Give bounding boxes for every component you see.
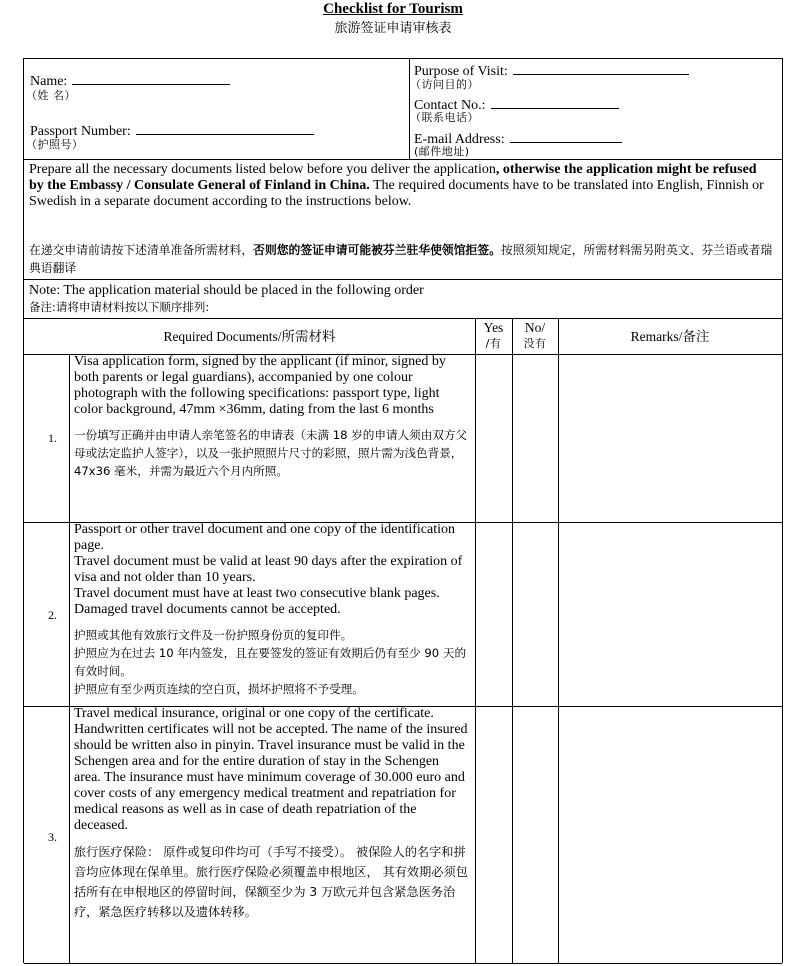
- email-input-line[interactable]: [510, 130, 622, 143]
- yes-checkbox-cell[interactable]: [476, 354, 512, 523]
- passport-label-zh: （护照号）: [26, 138, 84, 151]
- row-number: 3.: [48, 830, 57, 844]
- passport-label: Passport Number:: [30, 124, 131, 139]
- row-description: Passport or other travel document and one copy of the identification page. Travel document must be valid at least 90 days after the expiration of visa and not older than 10 years. Travel document must have at least two consecutive blank pages. Damaged travel documents cannot be accepted. 护照或其他有效旅行文件及一份护照身份页的复印件。 护照应为在过去 10 年内签发，且在要签发的签证有效期后仍有至少 90 天的有效时间。 护照应有至少两页连续的空白页，损坏护照将不予受理。: [74, 522, 467, 696]
- remarks-cell[interactable]: [559, 354, 782, 523]
- purpose-label: Purpose of Visit:: [414, 64, 508, 79]
- yes-checkbox-cell[interactable]: [476, 522, 512, 707]
- table-row: [24, 522, 782, 707]
- document-title: Checklist for Tourism: [323, 1, 463, 17]
- column-header-yes: Yes /有: [483, 320, 504, 350]
- checklist-table: [23, 318, 783, 963]
- instructions-box: [23, 159, 783, 280]
- name-label-zh: （姓 名）: [26, 89, 76, 102]
- instructions-chinese: 在递交申请前请按下述清单准备所需材料，否则您的签证申请可能被芬兰驻华使领馆拒签。按照须知规定，所需材料需另附英文、芬兰语或者瑞典语翻译: [29, 243, 773, 275]
- no-checkbox-cell[interactable]: [513, 706, 558, 964]
- no-checkbox-cell[interactable]: [513, 354, 558, 523]
- note-box: [23, 279, 783, 319]
- remarks-cell[interactable]: [559, 706, 782, 964]
- name-field[interactable]: [30, 70, 230, 90]
- contact-label-zh: （联系电话）: [410, 111, 479, 124]
- row-description: Visa application form, signed by the applicant (if minor, signed by both parents or legal guardians), accompanied by one colour photograph with the following specifications: passport type, light color background, 47mm ×36mm, dating from the last 6 months 一份填写正确并由申请人亲笔签名的申请表（未满 18 岁的申请人须由双方父母或法定监护人签字），以及一张护照照片尺寸的彩照，照片需为浅色背景，47x36 毫米，并需为最近六个月内所照。: [74, 354, 468, 478]
- instructions-english: Prepare all the necessary documents listed below before you deliver the application, otherwise the application might be refused by the Embassy / Consulate General of Finland in China. The required documents have to be translated into English, Finnish or Swedish in a separate document according to the instructions below.: [29, 162, 764, 209]
- row-number: 1.: [48, 431, 57, 445]
- column-header-documents: Required Documents/所需材料: [163, 329, 336, 344]
- document-title-chinese: 旅游签证申请审核表: [334, 21, 452, 36]
- row-number: 2.: [48, 608, 57, 622]
- note-english: Note: The application material should be placed in the following order: [29, 283, 424, 298]
- table-header-row: [24, 319, 782, 355]
- table-row: [24, 354, 782, 523]
- name-label: Name:: [30, 74, 68, 89]
- column-header-no: No/ 没有: [523, 320, 547, 350]
- passport-input-line[interactable]: [136, 122, 314, 135]
- no-checkbox-cell[interactable]: [513, 522, 558, 707]
- table-row: [24, 706, 782, 964]
- contact-label: Contact No.:: [414, 98, 486, 113]
- contact-input-line[interactable]: [491, 96, 619, 109]
- purpose-input-line[interactable]: [513, 62, 689, 75]
- note-chinese: 备注:请将申请材料按以下顺序排列:: [29, 300, 210, 314]
- remarks-cell[interactable]: [559, 522, 782, 707]
- name-input-line[interactable]: [72, 72, 230, 85]
- row-description: Travel medical insurance, original or one copy of the certificate. Handwritten certificates will not be accepted. The name of the insured should be written also in pinyin. Travel insurance must be valid in the Schengen area and for the entire duration of stay in the Schengen area. The insurance must have minimum coverage of 30.000 euro and cover costs of any emergency medical treatment and repatriation for medical reasons as well as in case of death repatriation of the deceased. 旅行医疗保险： 原件或复印件均可（手写不接受）。 被保险人的名字和拼音均应体现在保单里。旅行医疗保险必须覆盖申根地区， 其有效期必须包括所有在申根地区的停留时间，保额至少为 3 万欧元并包含紧急医务治疗，紧急医疗转移以及遗体转移。: [74, 706, 468, 919]
- yes-checkbox-cell[interactable]: [476, 706, 512, 964]
- purpose-label-zh: （访问目的）: [410, 78, 479, 91]
- column-header-remarks: Remarks/备注: [630, 329, 710, 344]
- email-label-zh: (邮件地址): [414, 145, 470, 158]
- applicant-info-box: [23, 58, 783, 160]
- email-label: E-mail Address:: [414, 132, 505, 147]
